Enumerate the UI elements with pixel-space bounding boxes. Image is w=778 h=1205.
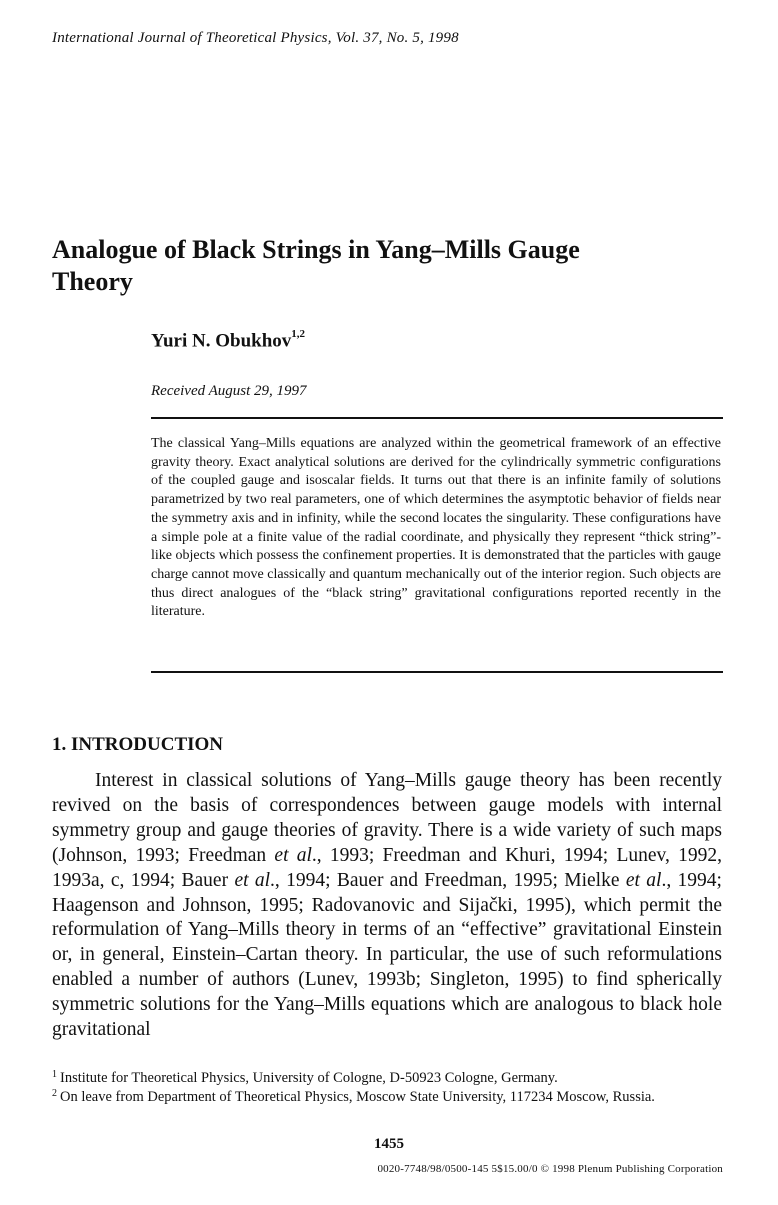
abstract: The classical Yang–Mills equations are analyzed within the geometrical framework of an effective gravity theory. Exact analytical solutions are derived for the cylindrically symmetric configurations of the coupled gauge and isoscalar fields. It turns out that there is an infinite family of solutions parametrized by two real parameters, one of which determines the asymptotic behavior of fields near the symmetry axis and in infinity, while the second locates the singularity. These configurations have a simple pole at a finite value of the radial coordinate, and physically they represent “thick string”-like objects which possess the confinement properties. It is demonstrated that the particles with gauge charge cannot move classically and quantum mechanically out of the interior region. Such objects are thus direct analogues of the “black string” gravitational configurations reported recently in the literature. xyxy=(151,436,721,620)
et-al-1: et al xyxy=(274,844,312,866)
abstract-top-rule xyxy=(151,417,723,419)
intro-text-2: ., 1993; Freedman and Khuri, 1994; Lunev, 1992, 1993a, c, 1994; Bauer xyxy=(52,844,722,891)
footnote-1-text: Institute for Theoretical Physics, University of Cologne, D-50923 Cologne, Germany. xyxy=(60,1070,558,1086)
intro-text-1: Interest in classical solutions of Yang–Mills gauge theory has been recently revived on the basis of correspondences between gauge models with internal symmetry group and gauge theories of gravity. There is a wide variety of such maps (Johnson, 1993; Freedman xyxy=(52,770,722,866)
introduction-paragraph xyxy=(52,769,722,1043)
author-name xyxy=(151,330,305,352)
intro-text-4: ., 1994; Haagenson and Johnson, 1995; Radovanovic and Sijački, 1995), which permit the reformulation of Yang–Mills theory in terms of an “effective” gravitational Einstein or, in general, Einstein–Cartan theory. In particular, the use of such reformulations enabled a number of authors (Lunev, 1993b; Singleton, 1995) to find spherically symmetric solutions for the Yang–Mills equations which are analogous to black hole gravitational xyxy=(52,869,722,1041)
title-line-2: Theory xyxy=(52,267,133,296)
copyright-line: 0020-7748/98/0500-145 5$15.00/0 © 1998 Plenum Publishing Corporation xyxy=(377,1163,723,1175)
et-al-3: et al xyxy=(625,869,662,891)
abstract-bottom-rule xyxy=(151,671,723,673)
intro-text-3: ., 1994; Bauer and Freedman, 1995; Mielke xyxy=(270,869,626,891)
author-affiliation-marks: 1,2 xyxy=(291,328,306,340)
footnotes xyxy=(52,1069,722,1106)
et-al-2: et al xyxy=(234,869,271,891)
footnote-2 xyxy=(52,1088,722,1107)
footnote-2-mark: 2 xyxy=(52,1087,57,1099)
author-text: Yuri N. Obukhov xyxy=(151,330,292,352)
footnote-1 xyxy=(52,1069,722,1088)
article-title xyxy=(52,234,732,298)
page-number: 1455 xyxy=(374,1136,404,1152)
journal-header: International Journal of Theoretical Physics, Vol. 37, No. 5, 1998 xyxy=(52,30,459,46)
received-date: Received August 29, 1997 xyxy=(151,383,307,399)
title-line-1: Analogue of Black Strings in Yang–Mills Gauge xyxy=(52,235,580,264)
footnote-2-text: On leave from Department of Theoretical Physics, Moscow State University, 117234 Moscow, Russia. xyxy=(60,1088,655,1105)
section-heading: 1. INTRODUCTION xyxy=(52,734,224,755)
footnote-1-mark: 1 xyxy=(52,1069,57,1080)
